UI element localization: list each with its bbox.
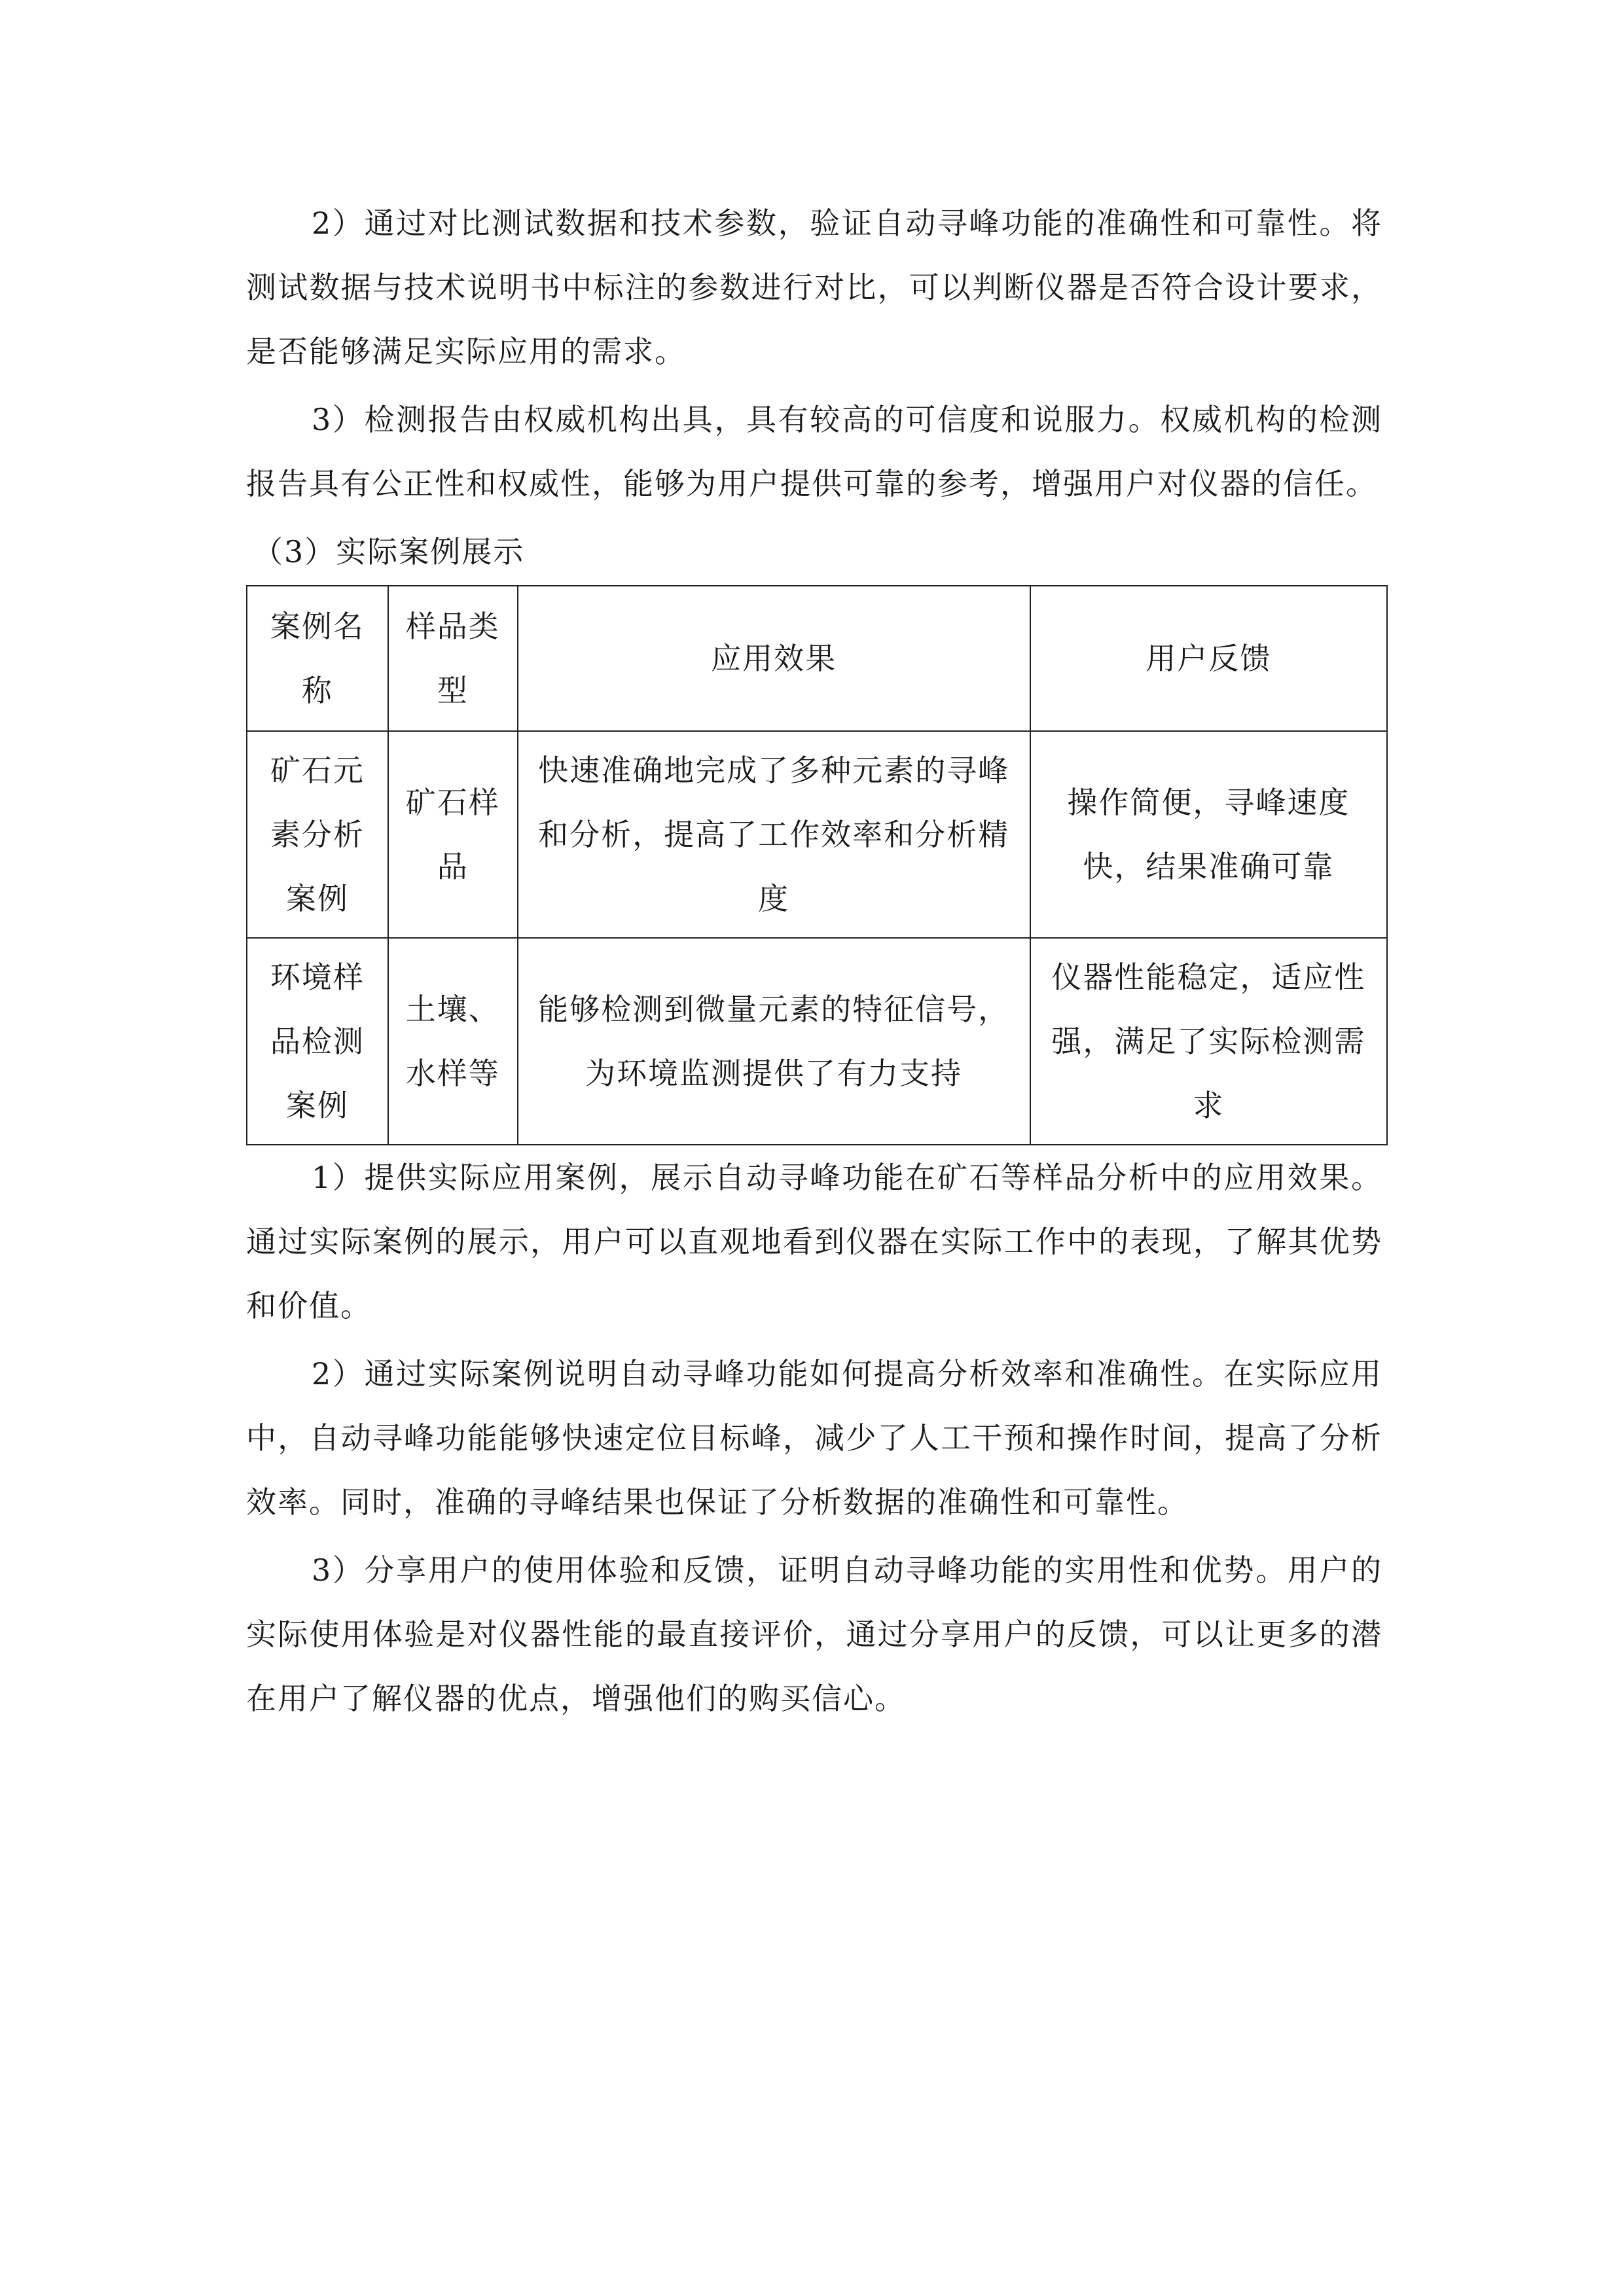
paragraph-efficiency: 2）通过实际案例说明自动寻峰功能如何提高分析效率和准确性。在实际应用中，自动寻峰功能能够快速定位目标峰，减少了人工干预和操作时间，提高了分析效率。同时，准确的寻峰结果也保证了分析数据的准确性和可靠性。 — [246, 1356, 1382, 1520]
table-row — [247, 938, 1387, 1145]
paragraph-test-data: 2）通过对比测试数据和技术参数，验证自动寻峰功能的准确性和可靠性。将测试数据与技术说明书中标注的参数进行对比，可以判断仪器是否符合设计要求，是否能够满足实际应用的需求。 — [246, 206, 1382, 369]
header-sample-type: 样品类型 — [388, 586, 518, 731]
paragraph-report-authority: 3）检测报告由权威机构出具，具有较高的可信度和说服力。权威机构的检测报告具有公正性和权威性，能够为用户提供可靠的参考，增强用户对仪器的信任。 — [246, 402, 1382, 501]
cell-case-name: 矿石元素分析案例 — [247, 731, 388, 938]
table-row — [247, 731, 1387, 938]
cell-sample-type: 土壤、水样等 — [388, 938, 518, 1145]
header-feedback: 用户反馈 — [1030, 586, 1387, 731]
cell-case-name: 环境样品检测案例 — [247, 938, 388, 1145]
case-table — [246, 585, 1388, 1145]
cell-effect: 能够检测到微量元素的特征信号，为环境监测提供了有力支持 — [518, 938, 1030, 1145]
table-header-row — [247, 586, 1387, 731]
cell-sample-type: 矿石样品 — [388, 731, 518, 938]
section-title: （3）实际案例展示 — [253, 534, 525, 569]
cell-feedback: 操作简便，寻峰速度快，结果准确可靠 — [1030, 731, 1387, 938]
cell-feedback: 仪器性能稳定，适应性强，满足了实际检测需求 — [1030, 938, 1387, 1145]
cell-effect: 快速准确地完成了多种元素的寻峰和分析，提高了工作效率和分析精度 — [518, 731, 1030, 938]
paragraph-user-feedback: 3）分享用户的使用体验和反馈，证明自动寻峰功能的实用性和优势。用户的实际使用体验是对仪器性能的最直接评价，通过分享用户的反馈，可以让更多的潜在用户了解仪器的优点，增强他们的购买信心。 — [246, 1552, 1382, 1716]
paragraph-case-showcase: 1）提供实际应用案例，展示自动寻峰功能在矿石等样品分析中的应用效果。通过实际案例的展示，用户可以直观地看到仪器在实际工作中的表现，了解其优势和价值。 — [246, 1160, 1382, 1323]
header-case-name: 案例名称 — [247, 586, 388, 731]
document-body — [246, 191, 1382, 1734]
header-effect: 应用效果 — [518, 586, 1030, 731]
